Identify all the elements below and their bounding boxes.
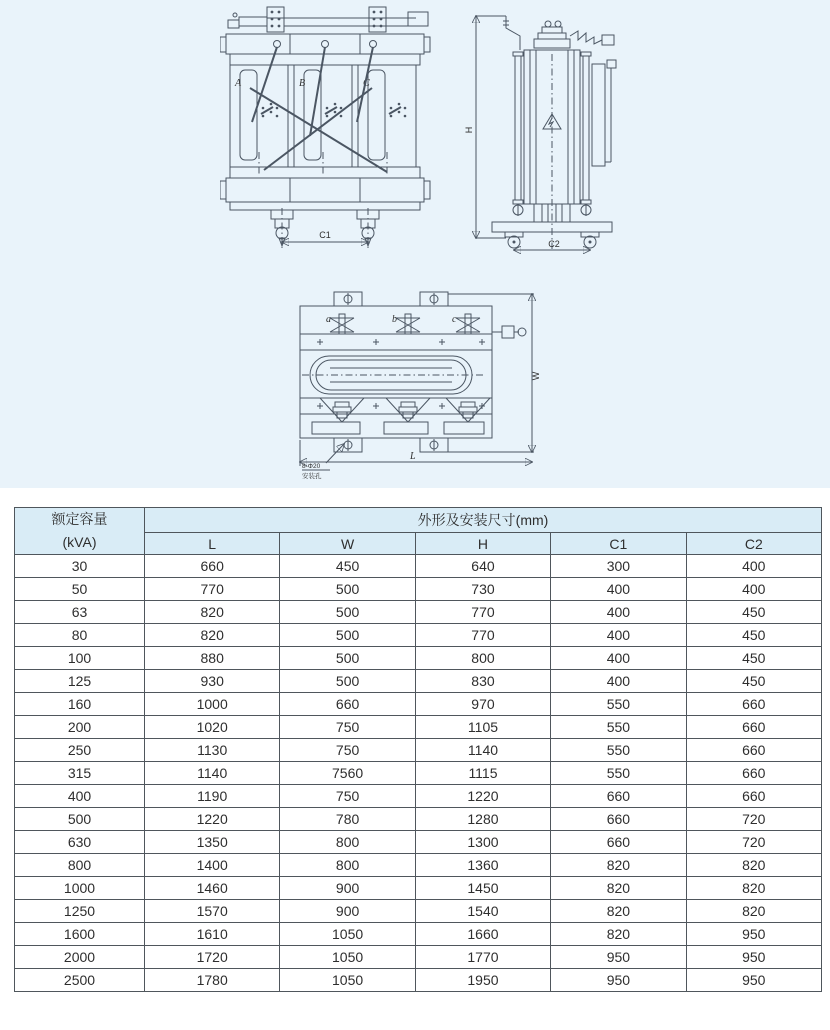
side-wheel-left xyxy=(505,232,523,248)
table-cell: 500 xyxy=(280,624,415,647)
col-header-c2: C2 xyxy=(686,533,821,555)
table-cell: 1220 xyxy=(145,808,280,831)
dim-label-c1: C1 xyxy=(319,230,331,240)
radiator xyxy=(592,64,605,166)
table-cell: 1350 xyxy=(145,831,280,854)
table-cell: 820 xyxy=(686,854,821,877)
table-cell: 800 xyxy=(415,647,550,670)
table-cell: 880 xyxy=(145,647,280,670)
table-cell: 720 xyxy=(686,831,821,854)
table-cell: 1115 xyxy=(415,762,550,785)
table-cell: 1610 xyxy=(145,923,280,946)
table-row xyxy=(15,601,822,624)
table-cell: 500 xyxy=(280,647,415,670)
table-header-row-1 xyxy=(15,508,822,533)
table-cell: 900 xyxy=(280,900,415,923)
table-cell: 660 xyxy=(686,739,821,762)
table-cell: 1140 xyxy=(415,739,550,762)
coil-c xyxy=(358,65,416,174)
table-cell: 50 xyxy=(15,578,145,601)
table-cell: 950 xyxy=(686,923,821,946)
corner-mark-icon xyxy=(233,13,237,17)
col-header-l: L xyxy=(145,533,280,555)
table-cell: 500 xyxy=(280,578,415,601)
table-cell: 1050 xyxy=(280,946,415,969)
table-row xyxy=(15,946,822,969)
table-cell: 250 xyxy=(15,739,145,762)
table-cell: 1660 xyxy=(415,923,550,946)
table-cell: 400 xyxy=(686,578,821,601)
table-cell: 1300 xyxy=(415,831,550,854)
table-cell: 800 xyxy=(15,854,145,877)
table-cell: 1570 xyxy=(145,900,280,923)
table-cell: 1020 xyxy=(145,716,280,739)
terminal-a xyxy=(326,314,354,334)
col-header-w: W xyxy=(280,533,415,555)
table-cell: 550 xyxy=(551,762,686,785)
table-row xyxy=(15,854,822,877)
table-cell: 63 xyxy=(15,601,145,624)
table-row xyxy=(15,578,822,601)
table-cell: 450 xyxy=(686,624,821,647)
table-cell: 660 xyxy=(686,762,821,785)
table-cell: 1360 xyxy=(415,854,550,877)
hole-note-spec: 8-Φ20 xyxy=(302,463,321,470)
table-row xyxy=(15,785,822,808)
table-cell: 660 xyxy=(145,555,280,578)
hole-note-text: 安装孔 xyxy=(302,473,322,480)
terminal-c xyxy=(452,314,480,334)
table-cell: 770 xyxy=(415,624,550,647)
table-cell: 950 xyxy=(551,969,686,992)
table-cell: 1050 xyxy=(280,969,415,992)
table-cell: 1720 xyxy=(145,946,280,969)
dim-label-l: L xyxy=(410,451,416,462)
table-cell: 950 xyxy=(686,946,821,969)
terminal-label-c: c xyxy=(452,314,457,325)
table-cell: 770 xyxy=(415,601,550,624)
table-row xyxy=(15,624,822,647)
table-cell: 640 xyxy=(415,555,550,578)
table-cell: 830 xyxy=(415,670,550,693)
dim-label-w: W xyxy=(531,371,541,381)
table-cell: 160 xyxy=(15,693,145,716)
col-header-c1: C1 xyxy=(551,533,686,555)
table-row xyxy=(15,647,822,670)
table-row xyxy=(15,900,822,923)
table-cell: 500 xyxy=(15,808,145,831)
table-cell: 660 xyxy=(551,808,686,831)
table-cell: 7560 xyxy=(280,762,415,785)
terminal-b xyxy=(392,314,420,334)
table-cell: 1220 xyxy=(415,785,550,808)
table-cell: 970 xyxy=(415,693,550,716)
transformer-top-view xyxy=(286,272,542,482)
dim-label-h: H xyxy=(464,126,474,134)
capacity-header-unit: (kVA) xyxy=(62,534,97,550)
capacity-header xyxy=(15,508,145,555)
table-cell: 820 xyxy=(551,900,686,923)
flexible-lead xyxy=(570,31,602,44)
col-header-h: H xyxy=(415,533,550,555)
table-row xyxy=(15,693,822,716)
table-cell: 1600 xyxy=(15,923,145,946)
drawings-panel xyxy=(0,0,830,488)
table-cell: 80 xyxy=(15,624,145,647)
table-cell: 800 xyxy=(280,854,415,877)
table-cell: 1280 xyxy=(415,808,550,831)
table-row xyxy=(15,739,822,762)
table-cell: 1950 xyxy=(415,969,550,992)
dimensions-group-header: 外形及安装尺寸(mm) xyxy=(145,508,822,533)
table-cell: 400 xyxy=(686,555,821,578)
table-cell: 400 xyxy=(551,647,686,670)
lower-clamp-bolts xyxy=(320,398,490,422)
table-cell: 1780 xyxy=(145,969,280,992)
table-cell: 820 xyxy=(551,877,686,900)
table-cell: 930 xyxy=(145,670,280,693)
table-cell: 550 xyxy=(551,716,686,739)
table-row xyxy=(15,877,822,900)
table-cell: 315 xyxy=(15,762,145,785)
transformer-side-view xyxy=(462,2,647,254)
capacity-header-title: 额定容量 xyxy=(51,511,108,527)
coil-label-c: C xyxy=(363,78,370,89)
table-cell: 820 xyxy=(686,877,821,900)
table-cell: 750 xyxy=(280,739,415,762)
table-row xyxy=(15,969,822,992)
table-cell: 400 xyxy=(551,578,686,601)
table-cell: 820 xyxy=(551,923,686,946)
table-cell: 550 xyxy=(551,693,686,716)
table-cell: 200 xyxy=(15,716,145,739)
table-cell: 770 xyxy=(145,578,280,601)
table-cell: 950 xyxy=(551,946,686,969)
table-cell: 630 xyxy=(15,831,145,854)
spec-table-body xyxy=(15,555,822,992)
table-cell: 100 xyxy=(15,647,145,670)
coil-label-a: A xyxy=(235,78,242,89)
table-cell: 1770 xyxy=(415,946,550,969)
table-cell: 300 xyxy=(551,555,686,578)
table-cell: 500 xyxy=(280,670,415,693)
table-cell: 30 xyxy=(15,555,145,578)
side-wheel-right xyxy=(581,232,599,248)
table-cell: 1105 xyxy=(415,716,550,739)
table-cell: 900 xyxy=(280,877,415,900)
table-cell: 450 xyxy=(280,555,415,578)
table-cell: 400 xyxy=(551,624,686,647)
table-cell: 660 xyxy=(686,785,821,808)
table-cell: 400 xyxy=(551,601,686,624)
table-cell: 1190 xyxy=(145,785,280,808)
terminal-label-a: a xyxy=(326,314,331,325)
coil-label-b: B xyxy=(299,78,306,89)
table-cell: 750 xyxy=(280,785,415,808)
table-cell: 450 xyxy=(686,670,821,693)
terminal-label-b: b xyxy=(392,314,397,325)
spec-table xyxy=(14,507,822,992)
table-row xyxy=(15,808,822,831)
table-cell: 1250 xyxy=(15,900,145,923)
table-cell: 450 xyxy=(686,601,821,624)
table-cell: 1540 xyxy=(415,900,550,923)
table-cell: 720 xyxy=(686,808,821,831)
table-row xyxy=(15,831,822,854)
mounting-tabs xyxy=(334,292,448,452)
table-row xyxy=(15,923,822,946)
table-cell: 450 xyxy=(686,647,821,670)
table-cell: 660 xyxy=(686,693,821,716)
dim-label-c2: C2 xyxy=(548,239,560,249)
table-cell: 820 xyxy=(686,900,821,923)
table-cell: 2500 xyxy=(15,969,145,992)
table-row xyxy=(15,716,822,739)
table-cell: 660 xyxy=(551,785,686,808)
table-row xyxy=(15,762,822,785)
table-cell: 950 xyxy=(686,969,821,992)
table-cell: 1400 xyxy=(145,854,280,877)
table-cell: 1050 xyxy=(280,923,415,946)
table-cell: 2000 xyxy=(15,946,145,969)
table-cell: 780 xyxy=(280,808,415,831)
transformer-front-view xyxy=(220,4,432,252)
table-row xyxy=(15,555,822,578)
table-cell: 750 xyxy=(280,716,415,739)
table-cell: 820 xyxy=(145,601,280,624)
table-cell: 730 xyxy=(415,578,550,601)
table-cell: 1000 xyxy=(15,877,145,900)
table-cell: 500 xyxy=(280,601,415,624)
table-cell: 660 xyxy=(280,693,415,716)
table-cell: 125 xyxy=(15,670,145,693)
table-cell: 660 xyxy=(686,716,821,739)
table-cell: 1460 xyxy=(145,877,280,900)
table-cell: 800 xyxy=(280,831,415,854)
connector-flange xyxy=(518,328,526,336)
table-cell: 400 xyxy=(551,670,686,693)
table-cell: 1140 xyxy=(145,762,280,785)
table-cell: 1450 xyxy=(415,877,550,900)
table-cell: 820 xyxy=(145,624,280,647)
table-cell: 550 xyxy=(551,739,686,762)
table-cell: 1130 xyxy=(145,739,280,762)
table-row xyxy=(15,670,822,693)
table-cell: 820 xyxy=(551,854,686,877)
table-cell: 660 xyxy=(551,831,686,854)
table-cell: 1000 xyxy=(145,693,280,716)
dimension-table xyxy=(14,507,822,992)
table-cell: 400 xyxy=(15,785,145,808)
